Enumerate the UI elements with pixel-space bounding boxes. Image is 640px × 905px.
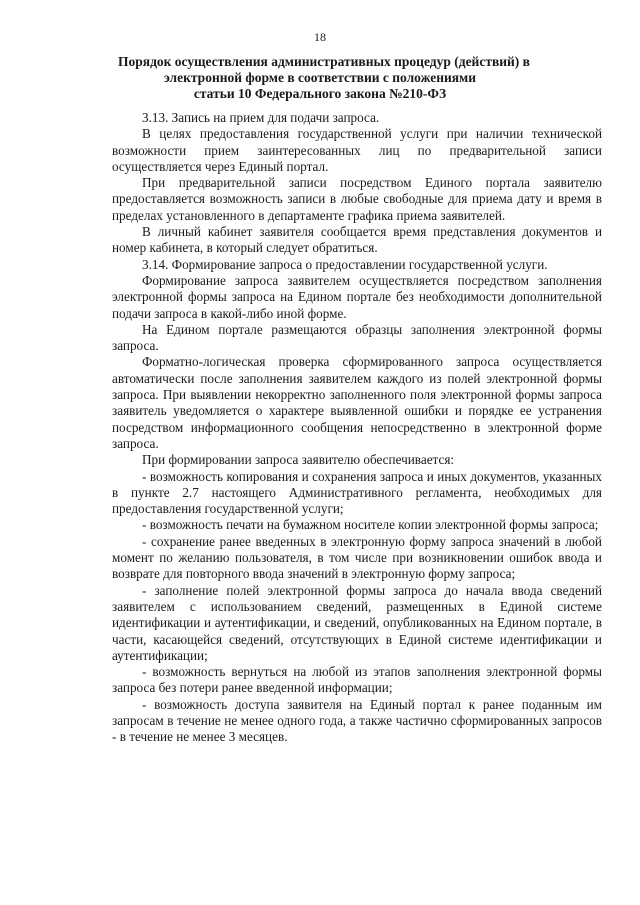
paragraph: Форматно-логическая проверка сформированного запроса осуществляется автоматически после заполнения заявителем каждого из полей электронной формы запроса. При выявлении некорректно заполненного поля электронной формы запроса заявитель уведомляется о характере выявленной ошибки и порядке ее устранения посредством информационного сообщения непосредственно в электронной форме запроса.: [112, 354, 602, 451]
list-item: - возможность доступа заявителя на Единый портал к ранее поданным им запросам в течение не менее одного года, а также частично сформированных запросов - в течение не менее 3 месяцев.: [112, 696, 602, 745]
paragraph: На Едином портале размещаются образцы заполнения электронной формы запроса.: [112, 321, 602, 354]
list-item: - возможность вернуться на любой из этапов заполнения электронной формы запроса без потери ранее введенной информации;: [112, 664, 602, 696]
page-number: 18: [314, 30, 326, 44]
list-item: - возможность копирования и сохранения запроса и иных документов, указанных в пункте 2.7 настоящего Административного регламента, необходимых для предоставления государственной услуги;: [112, 468, 602, 517]
paragraph-3-13-title: 3.13. Запись на прием для подачи запроса.: [142, 110, 380, 125]
paragraph: В личный кабинет заявителя сообщается время представления документов и номер кабинета, в который следует обратиться.: [112, 224, 602, 256]
paragraph: При предварительной записи посредством Единого портала заявителю предоставляется возможность записи в любые свободные для приема дату и время в пределах установленного в департаменте графика приема заявителей.: [112, 175, 602, 223]
paragraph: Формирование запроса заявителем осуществляется посредством заполнения электронной формы запроса на Едином портале без необходимости дополнительной подачи запроса в какой-либо иной форме.: [112, 272, 602, 321]
section-heading: [118, 54, 530, 102]
list-item: - возможность печати на бумажном носителе копии электронной формы запроса;: [142, 517, 599, 533]
list-item: - заполнение полей электронной формы запроса до начала ввода сведений заявителем с использованием сведений, размещенных в Единой системе идентификации и аутентификации, и сведений, опубликованных на Едином портале, в части, касающейся сведений, отсутствующих в Единой системе идентификации и аутентификации;: [112, 582, 602, 663]
heading-line-2: электронной форме в соответствии с положениями: [163, 70, 477, 85]
paragraph: При формировании запроса заявителю обеспечивается:: [142, 452, 455, 468]
paragraph: В целях предоставления государственной услуги при наличии технической возможности прием заинтересованных лиц по предварительной записи осуществляется через Единый портал.: [112, 126, 602, 174]
list-item: - сохранение ранее введенных в электронную форму запроса значений в любой момент по желанию пользователя, в том числе при возникновении ошибок ввода и возврате для повторного ввода значений в электронную форму запроса;: [112, 533, 602, 582]
document-body: [112, 110, 602, 746]
heading-line-1: Порядок осуществления административных процедур (действий) в: [118, 54, 530, 69]
heading-line-3: статьи 10 Федерального закона №210-ФЗ: [193, 86, 447, 101]
paragraph-3-14-title: 3.14. Формирование запроса о предоставлении государственной услуги.: [142, 256, 548, 272]
